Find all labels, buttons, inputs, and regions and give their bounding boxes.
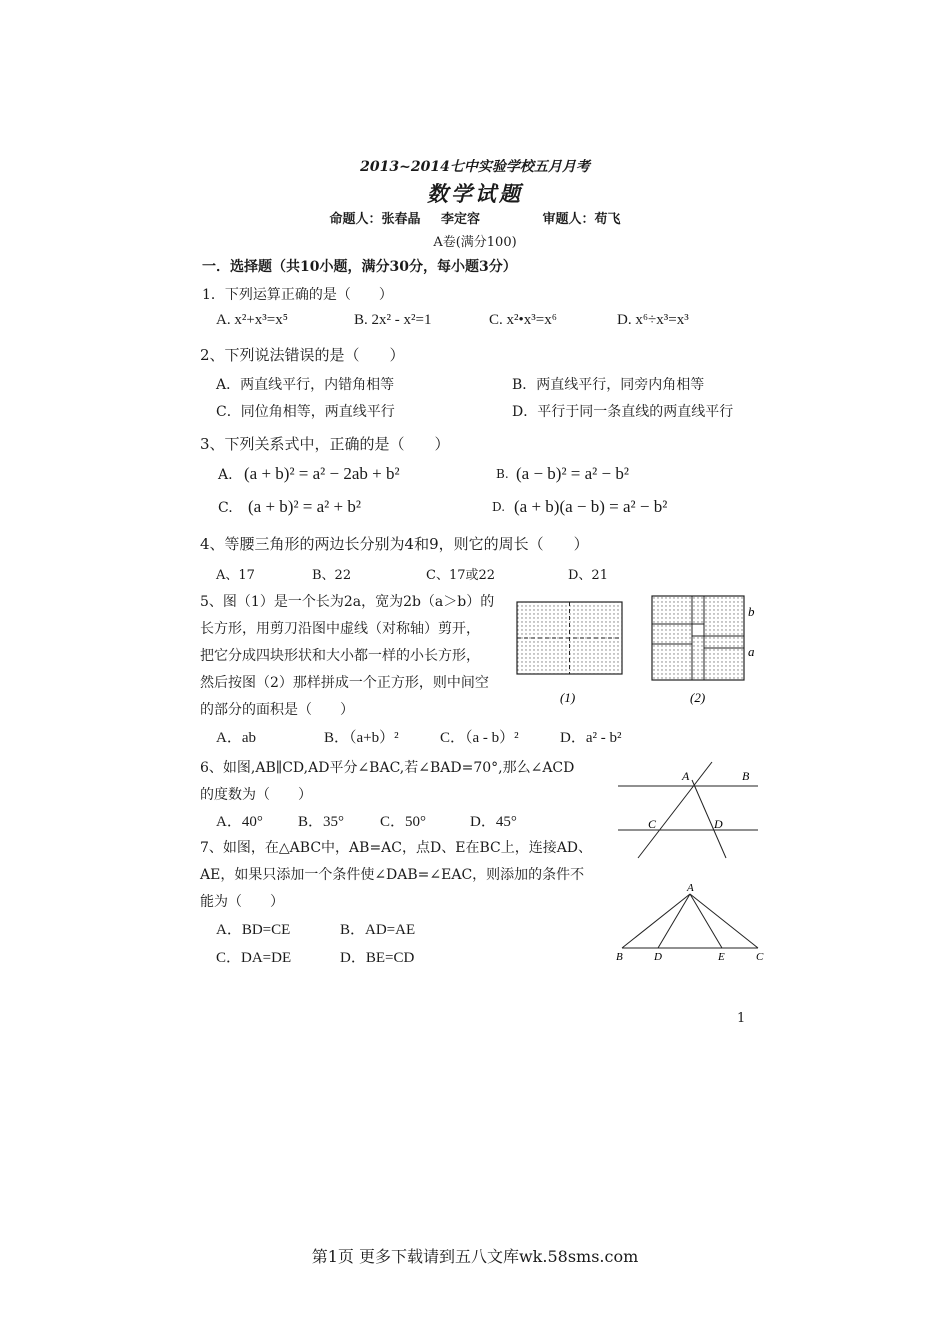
q1-option-c: C. x²•x³=x⁶ xyxy=(489,312,557,328)
q7-option-d: D．BE=CD xyxy=(340,950,415,966)
footer-download-note: 第1页 更多下载请到五八文库wk.58sms.com xyxy=(311,1247,639,1266)
figure-2-label-a: a xyxy=(748,644,755,659)
q3-option-d-label: D. xyxy=(492,500,506,514)
q2-option-c: C．同位角相等，两直线平行 xyxy=(216,404,395,420)
q5-option-c: C．（a - b）² xyxy=(440,730,519,746)
q1-stem: 1．下列运算正确的是（ ） xyxy=(202,287,393,303)
q2-option-a: A．两直线平行，内错角相等 xyxy=(216,377,395,393)
q4-option-c: C、17或22 xyxy=(426,568,496,583)
q6-label-a: A xyxy=(682,769,690,783)
q7-line-2: AE，如果只添加一个条件使∠DAB=∠EAC，则添加的条件不 xyxy=(200,867,585,883)
q7-option-b: B．AD=AE xyxy=(340,922,416,938)
q3-option-c: (a + b)² = a² + b² xyxy=(248,497,361,516)
q7-label-c: C xyxy=(756,951,764,963)
q3-option-b-label: B. xyxy=(496,467,509,481)
segment-ae xyxy=(690,894,722,948)
q3-option-d: (a + b)(a − b) = a² − b² xyxy=(514,497,668,516)
q4-option-d: D、21 xyxy=(568,568,608,583)
figure-1-caption: (1) xyxy=(560,690,576,705)
segment-ab xyxy=(622,894,690,948)
authors-line xyxy=(0,208,950,227)
q7-line-3: 能为（ ） xyxy=(200,894,284,910)
q2-stem: 2、下列说法错误的是（ ） xyxy=(200,346,405,364)
q6-line-2: 的度数为（ ） xyxy=(200,787,312,803)
q5-option-d: D．a² - b² xyxy=(560,730,622,746)
q7-label-e: E xyxy=(718,951,725,963)
q1-option-d: D. x⁶÷x³=x³ xyxy=(617,312,689,328)
segment-ad xyxy=(658,894,690,948)
q5-line-3: 把它分成四块形状和大小都一样的小长方形， xyxy=(200,648,480,664)
q5-line-1: 5、图（1）是一个长为2a，宽为2b（a＞b）的 xyxy=(200,594,495,610)
q7-option-c: C．DA=DE xyxy=(216,950,292,966)
q5-figures xyxy=(512,592,772,714)
q4-option-a: A、17 xyxy=(216,568,255,583)
q3-option-a-label: A. xyxy=(218,467,233,483)
q7-label-a: A xyxy=(687,882,694,894)
figure-2-label-b: b xyxy=(748,604,755,619)
q6-label-c: C xyxy=(648,817,657,831)
q7-label-b: B xyxy=(616,951,623,963)
q4-option-b: B、22 xyxy=(312,568,352,583)
q3-stem: 3、下列关系式中，正确的是（ ） xyxy=(200,435,450,453)
q3-option-a: (a + b)² = a² − 2ab + b² xyxy=(244,464,400,483)
reviewer-label: 审题人：苟飞 xyxy=(542,212,621,227)
q6-option-c: C．50° xyxy=(380,814,427,830)
q2-option-d: D．平行于同一条直线的两直线平行 xyxy=(512,404,734,420)
q7-figure xyxy=(610,880,770,964)
q5-line-2: 长方形，用剪刀沿图中虚线（对称轴）剪开， xyxy=(200,621,480,637)
q7-line-1: 7、如图，在△ABC中，AB=AC，点D、E在BC上，连接AD、 xyxy=(200,840,593,856)
q1-option-a: A. x²+x³=x⁵ xyxy=(216,312,288,328)
q6-label-b: B xyxy=(742,769,750,783)
q4-stem: 4、等腰三角形的两边长分别为4和9，则它的周长（ ） xyxy=(200,535,589,553)
q6-option-b: B．35° xyxy=(298,814,345,830)
q2-option-b: B．两直线平行，同旁内角相等 xyxy=(512,377,705,393)
setters-label: 命题人：张春晶 xyxy=(329,212,421,227)
q6-label-d: D xyxy=(714,817,723,831)
q6-option-d: D．45° xyxy=(470,814,517,830)
q6-figure xyxy=(612,758,762,860)
figure-2-square xyxy=(652,596,744,680)
q3-option-c-label: C. xyxy=(218,500,233,516)
section-1-title: 一．选择题（共10小题，满分30分，每小题3分） xyxy=(202,259,517,275)
setter-2: 李定容 xyxy=(440,212,480,227)
q5-line-4: 然后按图（2）那样拼成一个正方形，则中间空 xyxy=(200,675,489,691)
segment-ac xyxy=(690,894,758,948)
q7-option-a: A．BD=CE xyxy=(216,922,291,938)
volume-label: A卷(满分100) xyxy=(433,235,517,250)
figure-1-rectangle xyxy=(517,602,622,674)
q5-option-a: A．ab xyxy=(216,730,256,746)
q6-option-a: A．40° xyxy=(216,814,263,830)
q7-label-d: D xyxy=(654,951,662,963)
figure-2-caption: (2) xyxy=(690,690,706,705)
exam-title: 2013~2014七中实验学校五月月考 xyxy=(360,159,590,175)
line-ac xyxy=(638,762,712,858)
q3-option-b: (a − b)² = a² − b² xyxy=(516,464,629,483)
subject-title: 数学试题 xyxy=(427,181,523,206)
q1-option-b: B. 2x² - x²=1 xyxy=(354,312,432,328)
q5-option-b: B．（a+b）² xyxy=(324,730,399,746)
q5-line-5: 的部分的面积是（ ） xyxy=(200,702,354,718)
q6-line-1: 6、如图,AB∥CD,AD平分∠BAC,若∠BAD=70°,那么∠ACD xyxy=(200,760,575,776)
page-number: 1 xyxy=(737,1011,746,1026)
